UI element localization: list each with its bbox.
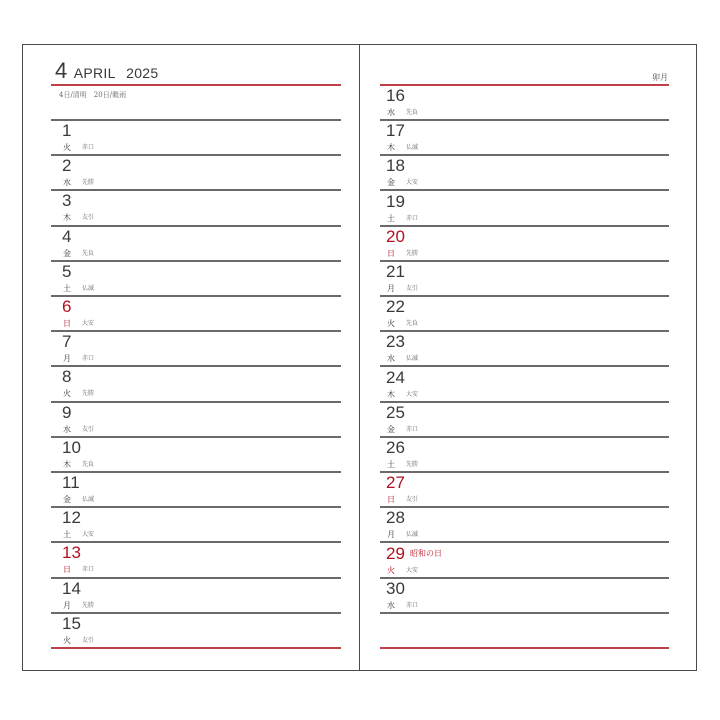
- month-number: 4: [55, 58, 68, 83]
- weekday-label: 火: [63, 635, 71, 645]
- day-entry[interactable]: [386, 333, 666, 366]
- rokuyo-label: 赤口: [406, 601, 419, 609]
- footer-red-line-right: [380, 647, 669, 649]
- day-number: 5: [62, 261, 72, 281]
- day-number: 22: [386, 297, 405, 317]
- day-entry[interactable]: [386, 545, 666, 578]
- day-number: 18: [386, 156, 405, 176]
- day-number: 13: [62, 543, 81, 563]
- day-number: 14: [62, 578, 81, 598]
- rokuyo-label: 大安: [406, 390, 419, 398]
- day-entry[interactable]: [62, 192, 342, 225]
- rokuyo-label: 先負: [82, 249, 95, 257]
- rokuyo-label: 先勝: [82, 179, 95, 187]
- rokuyo-label: 友引: [406, 496, 419, 504]
- rokuyo-label: 赤口: [82, 144, 95, 151]
- day-number: 17: [386, 121, 405, 141]
- rokuyo-label: 友引: [82, 636, 95, 644]
- day-number: 12: [62, 508, 81, 528]
- day-entry[interactable]: [386, 193, 666, 226]
- day-number: 3: [62, 191, 72, 211]
- rokuyo-label: 仏滅: [82, 284, 95, 292]
- day-entry[interactable]: [62, 544, 342, 577]
- day-number: 16: [386, 86, 405, 105]
- day-number: 30: [386, 578, 405, 598]
- weekday-label: 水: [387, 354, 395, 364]
- weekday-label: 金: [63, 495, 71, 504]
- weekday-label: 月: [387, 284, 395, 293]
- day-number: 8: [62, 367, 72, 387]
- rokuyo-label: 大安: [82, 531, 95, 539]
- day-entry[interactable]: [386, 509, 666, 542]
- weekday-label: 日: [387, 248, 395, 258]
- day-number: 24: [386, 367, 405, 387]
- day-entry[interactable]: [386, 404, 666, 437]
- weekday-label: 水: [387, 600, 395, 610]
- day-entry[interactable]: [386, 157, 666, 190]
- weekday-label: 土: [387, 460, 395, 469]
- month-name: APRIL: [73, 65, 116, 81]
- weekday-label: 金: [387, 178, 395, 188]
- rokuyo-label: 大安: [82, 320, 95, 327]
- weekday-label: 火: [387, 565, 395, 575]
- weekday-label: 月: [387, 530, 395, 540]
- weekday-label: 日: [63, 565, 71, 575]
- weekday-label: 土: [387, 213, 395, 223]
- day-entry[interactable]: [62, 474, 342, 507]
- rokuyo-label: 仏滅: [82, 496, 95, 503]
- day-entry[interactable]: [386, 228, 666, 261]
- day-entry[interactable]: [386, 263, 666, 296]
- day-entry[interactable]: [62, 157, 342, 190]
- year: 2025: [126, 65, 159, 81]
- rokuyo-label: 赤口: [82, 566, 95, 574]
- header-red-line-right: [380, 84, 669, 86]
- header-red-line-left: [51, 84, 341, 86]
- rokuyo-label: 大安: [406, 566, 419, 574]
- rokuyo-label: 先勝: [406, 461, 419, 468]
- weekday-label: 木: [387, 389, 395, 399]
- weekday-label: 土: [63, 283, 71, 293]
- holiday-label: 昭和の日: [410, 548, 442, 558]
- day-entry[interactable]: [62, 263, 342, 296]
- weekday-label: 木: [63, 459, 71, 469]
- weekday-label: 月: [63, 600, 71, 610]
- rokuyo-label: 先勝: [82, 390, 95, 398]
- weekday-label: 火: [387, 319, 395, 329]
- day-number: 26: [386, 438, 405, 457]
- weekday-label: 火: [63, 143, 71, 152]
- day-entry[interactable]: [386, 474, 666, 507]
- rokuyo-label: 友引: [82, 214, 95, 222]
- day-entry[interactable]: [62, 298, 342, 331]
- day-number: 4: [62, 226, 72, 246]
- day-number: 6: [62, 297, 72, 316]
- day-number: 19: [386, 191, 405, 211]
- day-number: 25: [386, 402, 405, 422]
- weekday-label: 木: [63, 213, 71, 223]
- day-number: 1: [62, 121, 72, 140]
- day-number: 10: [62, 437, 81, 457]
- rokuyo-label: 先勝: [406, 249, 419, 257]
- weekday-label: 金: [63, 248, 71, 258]
- day-entry[interactable]: [62, 122, 342, 155]
- day-entry[interactable]: [386, 580, 666, 613]
- weekday-label: 水: [387, 108, 395, 117]
- day-entry[interactable]: [62, 404, 342, 437]
- weekday-label: 火: [63, 389, 71, 399]
- rokuyo-label: 赤口: [406, 214, 419, 222]
- day-number: 11: [62, 473, 80, 492]
- rokuyo-label: 友引: [406, 285, 419, 292]
- weekday-label: 月: [63, 354, 71, 364]
- weekday-label: 水: [63, 424, 71, 434]
- rokuyo-label: 仏滅: [406, 144, 419, 152]
- rokuyo-label: 先勝: [82, 601, 95, 609]
- day-number: 23: [386, 332, 405, 352]
- weekday-label: 土: [63, 530, 71, 540]
- day-number: 20: [386, 226, 405, 246]
- day-entry[interactable]: [62, 580, 342, 613]
- rokuyo-label: 先負: [82, 460, 95, 468]
- weekday-label: 日: [63, 319, 71, 328]
- weekday-label: 水: [63, 178, 71, 188]
- day-number: 21: [386, 262, 405, 281]
- day-rule: [51, 119, 341, 121]
- day-entry[interactable]: [62, 368, 342, 401]
- month-header: [55, 58, 158, 84]
- day-entry[interactable]: [62, 228, 342, 261]
- day-number: 28: [386, 508, 405, 528]
- rokuyo-label: 赤口: [82, 355, 95, 363]
- solar-terms: 4日/清明 20日/穀雨: [59, 91, 127, 99]
- day-entry[interactable]: [62, 333, 342, 366]
- rokuyo-label: 仏滅: [406, 355, 419, 363]
- old-month-name: 卯月: [652, 73, 668, 82]
- rokuyo-label: 仏滅: [406, 531, 419, 539]
- day-entry[interactable]: [386, 122, 666, 155]
- day-number: 27: [386, 473, 405, 493]
- day-number: 15: [62, 613, 81, 633]
- rokuyo-label: 赤口: [406, 425, 419, 433]
- rokuyo-label: 大安: [406, 179, 419, 187]
- weekday-label: 木: [387, 143, 395, 153]
- day-number: 9: [62, 402, 72, 422]
- day-entry[interactable]: [386, 439, 666, 472]
- weekday-label: 金: [387, 424, 395, 434]
- day-entry[interactable]: [62, 439, 342, 472]
- page-spine: [359, 44, 360, 671]
- day-entry[interactable]: [386, 369, 666, 402]
- day-entry[interactable]: [62, 509, 342, 542]
- day-entry[interactable]: [386, 87, 666, 120]
- day-entry[interactable]: [386, 298, 666, 331]
- day-entry[interactable]: [62, 615, 342, 648]
- rokuyo-label: 先負: [406, 109, 419, 116]
- day-number: 2: [62, 156, 72, 176]
- rokuyo-label: 先負: [406, 320, 419, 328]
- rokuyo-label: 友引: [82, 425, 95, 433]
- day-number: 7: [62, 332, 72, 352]
- day-number: 29: [386, 543, 405, 563]
- weekday-label: 日: [387, 495, 395, 505]
